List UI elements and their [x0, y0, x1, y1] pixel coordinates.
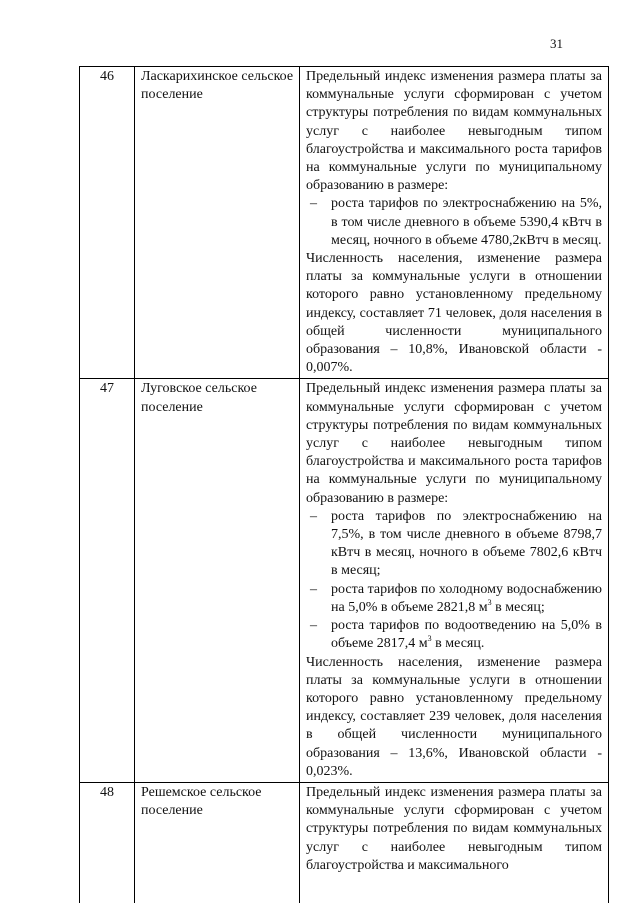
tariff-item-text: роста тарифов по электроснабжению на 7,5%, в том числе дневного в объеме 8798,7 кВтч в месяц, ночного в объеме 7802,6 кВтч в месяц; — [331, 508, 602, 579]
index-intro: Предельный индекс изменения размера платы за коммунальные услуги сформирован с учетом структуры потребления по видам коммунальных услуг с наиболее невыгодным типом благоустройства и максимального — [306, 784, 602, 873]
tariff-item-text: роста тарифов по водоотведению на 5,0% в объеме 2817,4 м — [331, 618, 602, 652]
superscript: 3 — [487, 597, 492, 607]
row-number: 48 — [80, 782, 135, 903]
row-number: 47 — [80, 379, 135, 782]
superscript: 3 — [427, 634, 432, 644]
page-number: 31 — [550, 36, 563, 51]
table-row — [80, 67, 609, 379]
tariff-item-text: роста тарифов по электроснабжению на 5%, в том числе дневного в объеме 5390,4 кВтч в месяц, ночного в объеме 4780,2кВтч в месяц. — [331, 196, 602, 248]
municipality-name: Луговское сельское поселение — [135, 379, 300, 782]
tariff-item-tail: в месяц; — [491, 599, 545, 615]
tariff-item — [306, 617, 602, 653]
municipality-name: Ласкарихинское сельское поселение — [135, 67, 300, 379]
row-description — [300, 67, 609, 379]
tariff-item — [306, 581, 602, 617]
tariff-list — [306, 508, 602, 654]
population-info: Численность населения, изменение размера платы за коммунальные услуги в отношении которого равно установленному предельному индексу, составляет 239 человек, доля населения в общей численности муниципального образования – 13,6%, Ивановской области - 0,023%. — [306, 654, 602, 779]
municipality-name: Решемское сельское поселение — [135, 782, 300, 903]
dash-bullet: – — [310, 508, 317, 524]
dash-bullet: – — [310, 618, 317, 634]
tariff-item — [306, 508, 602, 581]
dash-bullet: – — [310, 581, 317, 597]
index-intro: Предельный индекс изменения размера платы за коммунальные услуги сформирован с учетом структуры потребления по видам коммунальных услуг с наиболее невыгодным типом благоустройства и максимального роста тарифов на коммунальные услуги по муниципальному образованию в размере: — [306, 381, 602, 506]
table-row — [80, 379, 609, 782]
population-info: Численность населения, изменение размера платы за коммунальные услуги в отношении которого равно установленному предельному индексу, составляет 71 человек, доля населения в общей численности муниципального образования – 10,8%, Ивановской области - 0,007%. — [306, 251, 602, 376]
index-intro: Предельный индекс изменения размера платы за коммунальные услуги сформирован с учетом структуры потребления по видам коммунальных услуг с наиболее невыгодным типом благоустройства и максимального роста тарифов на коммунальные услуги по муниципальному образованию в размере: — [306, 69, 602, 194]
tariff-item-tail: в месяц. — [431, 636, 485, 652]
row-number: 46 — [80, 67, 135, 379]
table-row — [80, 782, 609, 903]
tariff-item — [306, 195, 602, 250]
row-description — [300, 782, 609, 903]
tariff-list — [306, 195, 602, 250]
dash-bullet: – — [310, 196, 317, 212]
tariff-item-text: роста тарифов по холодному водоснабжению на 5,0% в объеме 2821,8 м — [331, 581, 602, 615]
tariff-index-table — [79, 66, 609, 903]
description-clip — [306, 784, 602, 889]
row-description — [300, 379, 609, 782]
